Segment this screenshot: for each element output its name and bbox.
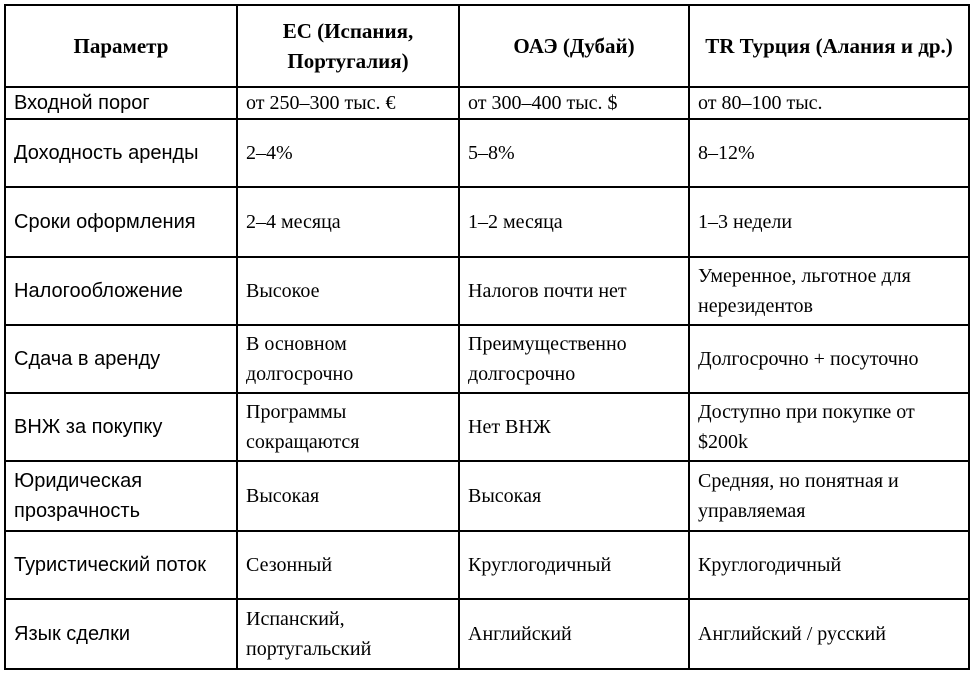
- header-row: [5, 5, 969, 87]
- cell-uae: Налогов почти нет: [459, 257, 689, 325]
- cell-eu: Сезонный: [237, 531, 459, 599]
- cell-eu: Высокое: [237, 257, 459, 325]
- cell-turkey: Английский / русский: [689, 599, 969, 669]
- cell-turkey: Средняя, но понятная и управляемая: [689, 461, 969, 531]
- table-row: [5, 325, 969, 393]
- header-parameter: Параметр: [5, 5, 237, 87]
- table-row: [5, 461, 969, 531]
- cell-parameter: ВНЖ за покупку: [5, 393, 237, 461]
- table-row: [5, 531, 969, 599]
- table-row: [5, 599, 969, 669]
- header-uae: ОАЭ (Дубай): [459, 5, 689, 87]
- cell-uae: Преимущественно долгосрочно: [459, 325, 689, 393]
- cell-eu: от 250–300 тыс. €: [237, 87, 459, 119]
- cell-eu: В основном долгосрочно: [237, 325, 459, 393]
- cell-parameter: Доходность аренды: [5, 119, 237, 187]
- cell-turkey: Круглогодичный: [689, 531, 969, 599]
- cell-eu: Испанский, португальский: [237, 599, 459, 669]
- cell-turkey: 8–12%: [689, 119, 969, 187]
- cell-uae: Высокая: [459, 461, 689, 531]
- table-row: [5, 119, 969, 187]
- cell-parameter: Туристический поток: [5, 531, 237, 599]
- cell-turkey: Долгосрочно + посуточно: [689, 325, 969, 393]
- cell-turkey: Умеренное, льготное для нерезидентов: [689, 257, 969, 325]
- cell-parameter: Сдача в аренду: [5, 325, 237, 393]
- comparison-table: [4, 4, 970, 670]
- cell-parameter: Сроки оформления: [5, 187, 237, 257]
- cell-uae: Нет ВНЖ: [459, 393, 689, 461]
- cell-turkey: 1–3 недели: [689, 187, 969, 257]
- header-turkey: TR Турция (Алания и др.): [689, 5, 969, 87]
- cell-uae: Английский: [459, 599, 689, 669]
- cell-uae: 1–2 месяца: [459, 187, 689, 257]
- cell-uae: Круглогодичный: [459, 531, 689, 599]
- cell-eu: 2–4 месяца: [237, 187, 459, 257]
- table-row: [5, 257, 969, 325]
- cell-turkey: от 80–100 тыс.: [689, 87, 969, 119]
- table-row: [5, 87, 969, 119]
- cell-uae: от 300–400 тыс. $: [459, 87, 689, 119]
- cell-eu: 2–4%: [237, 119, 459, 187]
- header-eu: ЕС (Испания, Португалия): [237, 5, 459, 87]
- cell-parameter: Входной порог: [5, 87, 237, 119]
- table-row: [5, 393, 969, 461]
- cell-uae: 5–8%: [459, 119, 689, 187]
- cell-turkey: Доступно при покупке от $200k: [689, 393, 969, 461]
- cell-eu: Программы сокращаются: [237, 393, 459, 461]
- table-row: [5, 187, 969, 257]
- cell-parameter: Налогообложение: [5, 257, 237, 325]
- cell-eu: Высокая: [237, 461, 459, 531]
- cell-parameter: Юридическая прозрачность: [5, 461, 237, 531]
- cell-parameter: Язык сделки: [5, 599, 237, 669]
